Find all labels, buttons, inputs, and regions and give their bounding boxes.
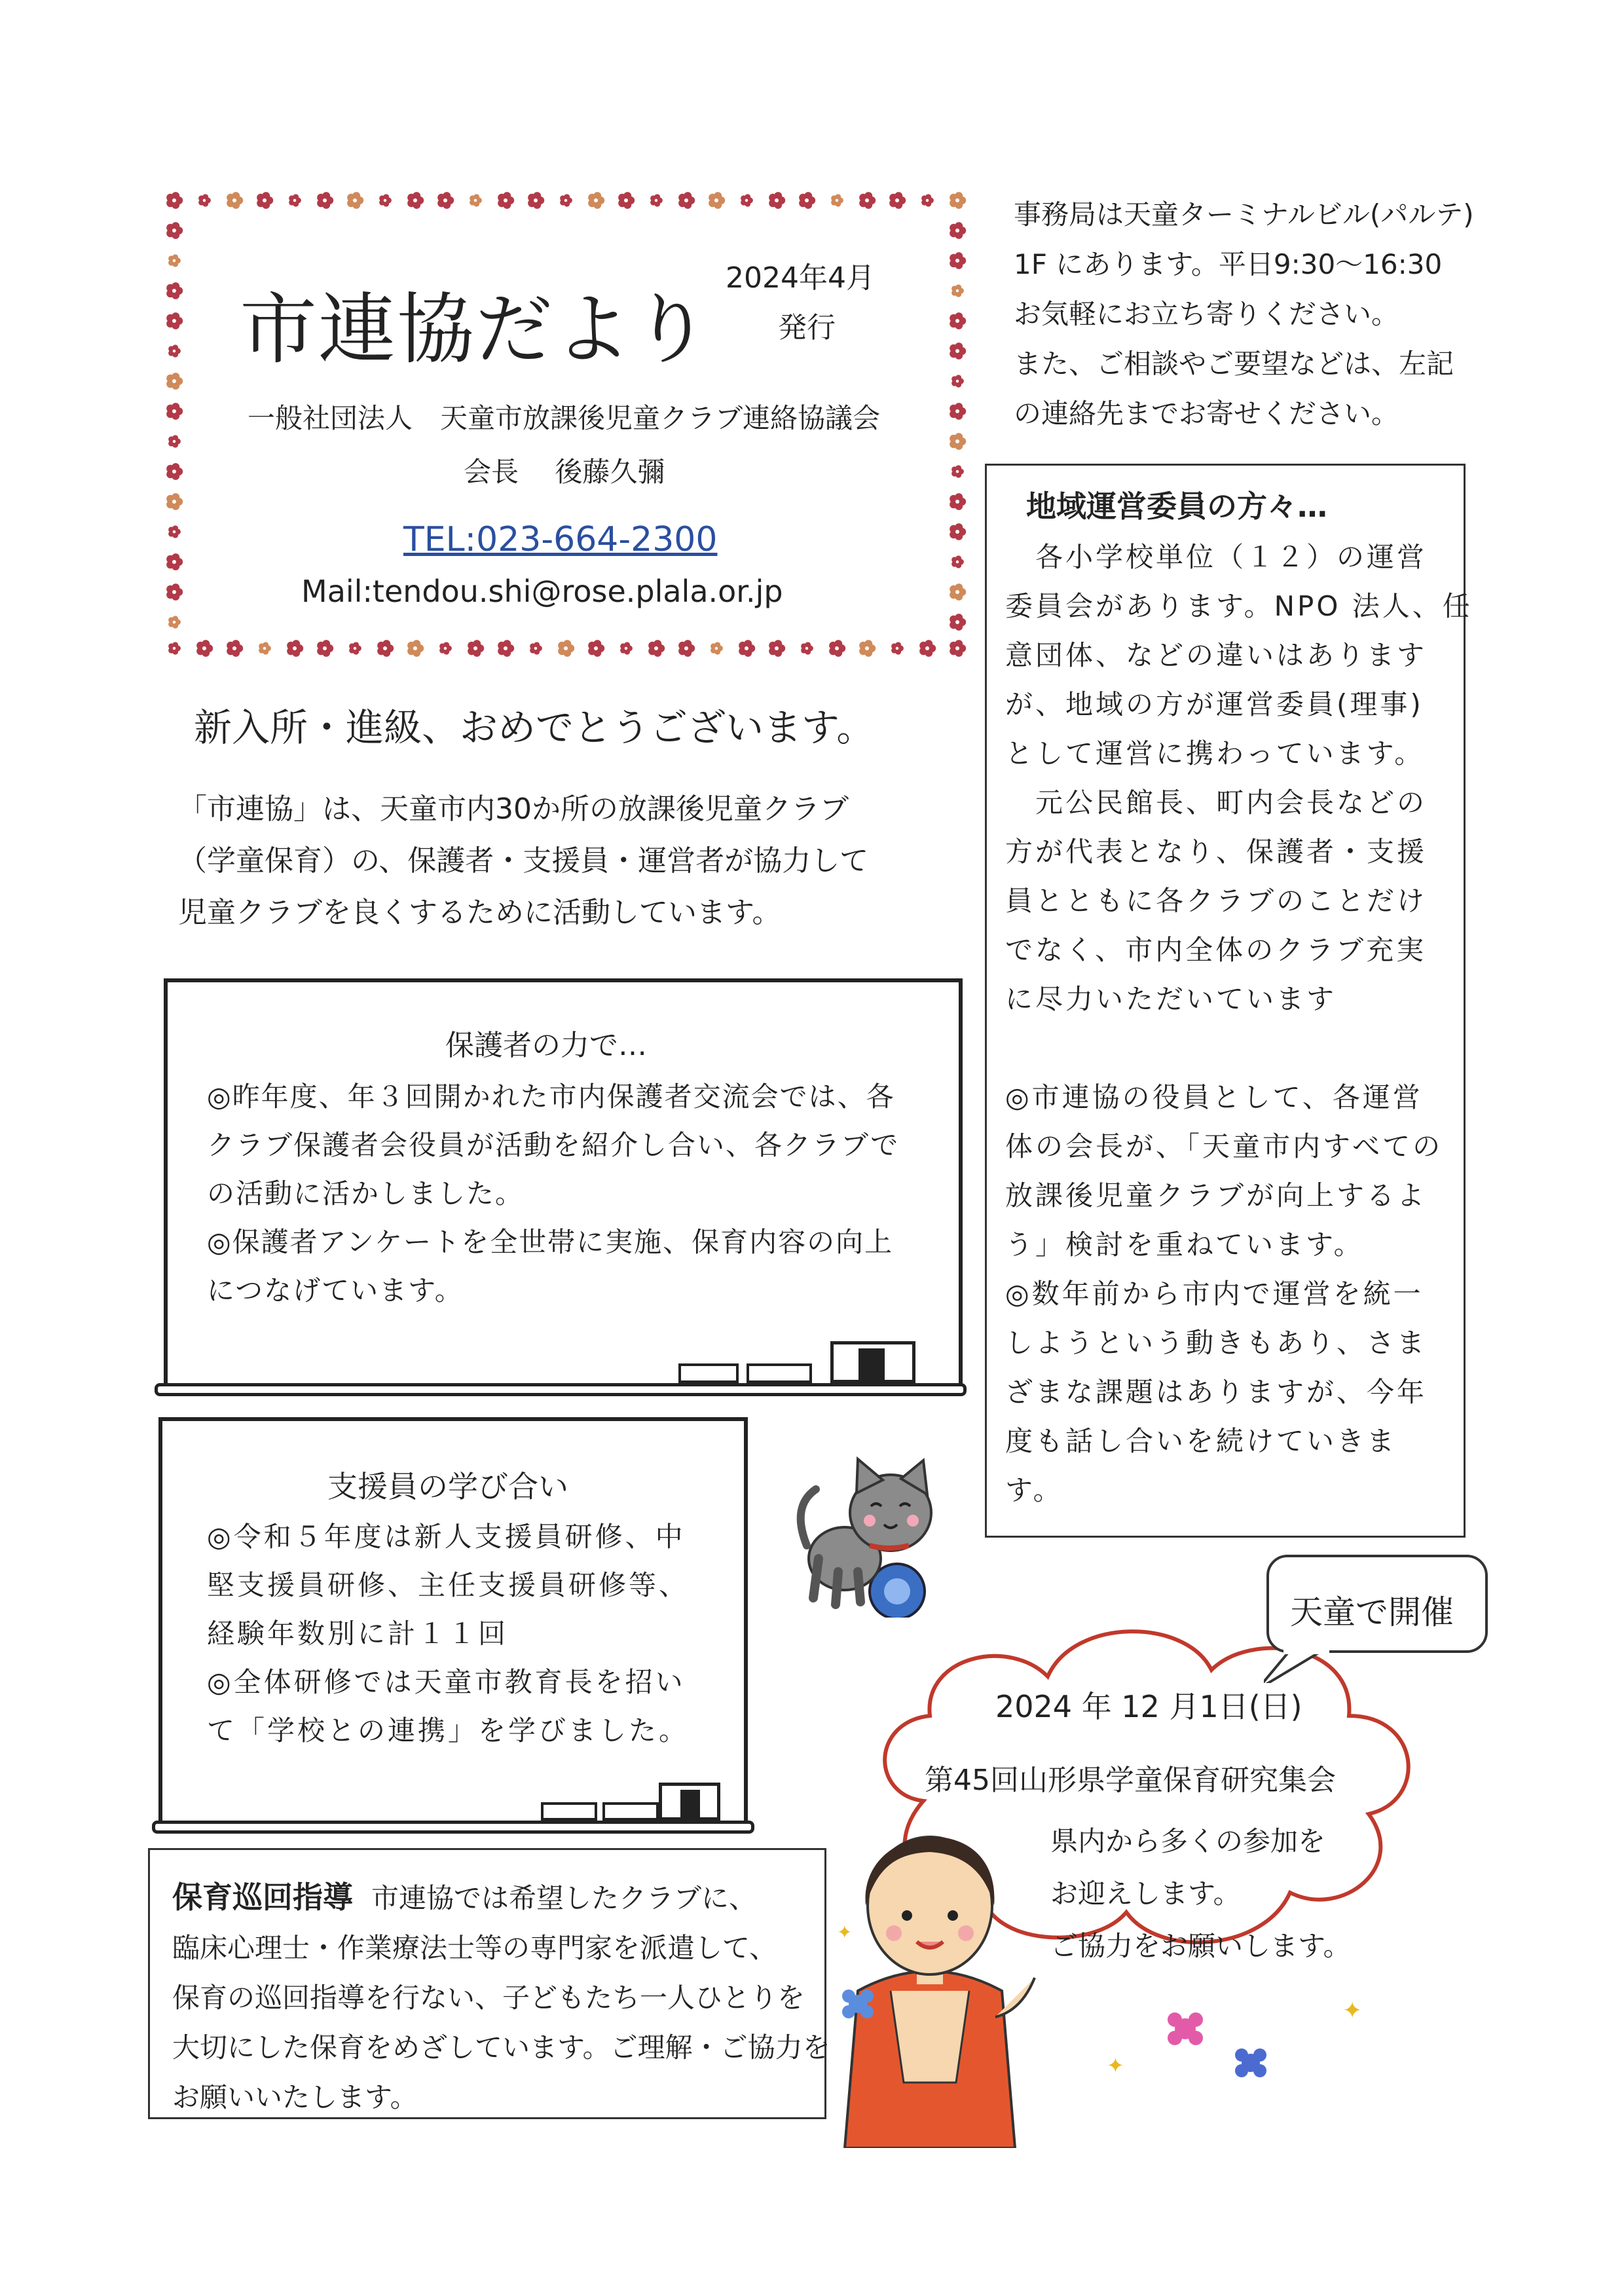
flower-icon [528, 192, 544, 209]
event-line: 県内から多くの参加を [1050, 1825, 1326, 1857]
guardian-line: につなげています。 [207, 1274, 464, 1306]
newsletter-header [162, 189, 969, 660]
issue-label: 発行 [778, 311, 836, 344]
cat-illustration [792, 1447, 963, 1618]
guardian-line: の活動に活かしました。 [207, 1177, 525, 1210]
flower-icon [227, 640, 243, 657]
email-address[interactable]: Mail:tendou.shi@rose.plala.or.jp [301, 574, 783, 609]
decorative-flowers [832, 1919, 1473, 2115]
regional-line: 放課後児童クラブが向上するよ [1005, 1179, 1428, 1212]
support-section-body [207, 1513, 689, 1755]
regional-line: として運営に携わっています。 [1005, 737, 1425, 769]
regional-line: 意団体、などの違いはあります [1005, 639, 1428, 671]
guardian-line: クラブ保護者会役員が活動を紹介し合い、各クラブで [207, 1129, 900, 1161]
visit-guidance-box [148, 1848, 830, 2119]
svg-text:✦: ✦ [1342, 1997, 1363, 2024]
flower-icon [950, 252, 966, 269]
flower-icon [498, 192, 514, 209]
flower-icon [498, 640, 514, 657]
flower-icon [678, 640, 695, 657]
regional-line: う」検討を重ねています。 [1005, 1229, 1364, 1261]
chalk-icon [541, 1802, 597, 1821]
regional-line: に尽力いただいています [1005, 983, 1337, 1015]
regional-line: 体の会長が、「天童市内すべての [1005, 1130, 1443, 1162]
flower-icon [439, 642, 452, 654]
flower-icon [950, 493, 966, 510]
event-date: 2024 年 12 月1日(日) [995, 1689, 1302, 1724]
flower-icon [407, 640, 424, 657]
flower-icon [558, 640, 574, 657]
flower-icon [801, 642, 813, 654]
newsletter-title: 市連協だより [240, 284, 712, 375]
flower-icon [951, 555, 964, 568]
eraser-icon [659, 1783, 720, 1821]
guardian-line: ◎昨年度、年３回開かれた市内保護者交流会では、各 [207, 1081, 895, 1113]
flower-icon [950, 192, 966, 209]
flower-icon [257, 192, 273, 209]
flower-icon [166, 192, 183, 209]
flower-icon [831, 194, 843, 206]
flower-icon [168, 435, 181, 447]
guardian-section-title: 保護者の力で… [445, 1029, 647, 1062]
guardian-section-body [207, 1073, 899, 1315]
flower-icon [349, 642, 361, 654]
regional-line: 委員会があります。NPO 法人、任 [1005, 590, 1473, 622]
regional-line: ◎市連協の役員として、各運営 [1005, 1081, 1423, 1113]
flower-icon [470, 194, 482, 206]
flower-icon [287, 640, 303, 657]
regional-committee-title: 地域運営委員の方々… [1026, 489, 1327, 524]
support-line: 堅支援員研修、主任支援員研修等、 [207, 1569, 690, 1601]
flower-icon [648, 640, 665, 657]
svg-text:✦: ✦ [837, 1921, 853, 1943]
flower-icon [891, 642, 904, 654]
flower-icon [168, 344, 181, 357]
flower-icon [317, 192, 333, 209]
flower-icon [166, 493, 183, 510]
office-line: の連絡先までお寄せください。 [1014, 398, 1399, 430]
flower-icon [588, 640, 604, 657]
flower-icon [769, 192, 785, 209]
flower-icon [166, 373, 183, 390]
guardian-line: ◎保護者アンケートを全世帯に実施、保育内容の向上 [207, 1226, 894, 1258]
flower-icon [259, 642, 271, 654]
flower-icon [950, 343, 966, 360]
flower-icon [951, 465, 964, 477]
regional-line: でなく、市内全体のクラブ充実 [1005, 934, 1427, 966]
regional-committee-body [1005, 532, 1473, 1515]
guardian-board-shelf [155, 1383, 967, 1396]
flower-icon [468, 640, 484, 657]
chair-name: 会長 後藤久彌 [464, 456, 665, 488]
intro-line: 児童クラブを良くするために活動しています。 [178, 896, 781, 929]
flower-icon [289, 194, 301, 206]
flower-icon [166, 403, 183, 420]
intro-paragraph [178, 783, 868, 938]
flower-icon [379, 194, 392, 206]
regional-line: 度も話し合いを続けていきま [1005, 1425, 1397, 1457]
flower-icon [951, 284, 964, 297]
visit-guidance-heading: 保育巡回指導 [172, 1879, 353, 1915]
flower-icon [168, 525, 181, 538]
issue-date: 2024年4月 [726, 261, 875, 295]
flower-icon [741, 194, 753, 206]
flower-icon [530, 642, 542, 654]
regional-line: ◎数年前から市内で運営を統一 [1005, 1278, 1424, 1310]
flower-icon [919, 640, 936, 657]
flower-icon [921, 194, 934, 206]
flower-icon [407, 192, 424, 209]
flower-icon [829, 640, 845, 657]
support-line: 経験年数別に計１１回 [207, 1618, 509, 1650]
congratulations-heading: 新入所・進級、おめでとうございます。 [194, 705, 875, 750]
regional-line: 各小学校単位（１２）の運営 [1005, 541, 1428, 573]
chalk-icon [678, 1363, 739, 1383]
support-line: ◎令和５年度は新人支援員研修、中 [207, 1521, 686, 1553]
support-line: て「学校との連携」を学びました。 [207, 1714, 690, 1747]
flower-icon [889, 192, 906, 209]
regional-line: しようという動きもあり、さま [1005, 1327, 1428, 1359]
regional-line: 元公民館長、町内会長などの [1005, 787, 1428, 819]
flower-icon [950, 433, 966, 450]
flower-icon [710, 642, 723, 654]
eraser-icon [830, 1341, 915, 1383]
flower-icon [166, 282, 183, 299]
flower-icon [950, 403, 966, 420]
flower-icon [168, 642, 181, 654]
support-line: ◎全体研修では天童市教育長を招い [207, 1666, 686, 1698]
flower-icon [198, 194, 211, 206]
office-line: 事務局は天童ターミナルビル(パルテ) [1014, 198, 1474, 231]
flower-icon [618, 192, 635, 209]
flower-icon [950, 523, 966, 540]
flower-icon [317, 640, 333, 657]
event-line: ご協力をお願いします。 [1050, 1930, 1351, 1962]
regional-line: 方が代表となり、保護者・支援 [1005, 836, 1428, 868]
regional-line: 員とともに各クラブのことだけ [1005, 885, 1428, 917]
organization-name: 一般社団法人 天童市放課後児童クラブ連絡協議会 [248, 402, 881, 434]
visit-line: お願いいたします。 [172, 2081, 418, 2113]
flower-icon [560, 194, 572, 206]
support-board-shelf [152, 1821, 754, 1834]
flower-icon [859, 640, 876, 657]
visit-line: 市連協では希望したクラブに、 [371, 1882, 757, 1914]
office-info [1014, 190, 1474, 439]
regional-committee-box [985, 464, 1473, 1538]
flower-icon [950, 640, 966, 657]
flower-icon [950, 222, 966, 239]
regional-line: ざまな課題はありますが、今年 [1005, 1376, 1428, 1408]
flower-icon [859, 192, 876, 209]
regional-line: す。 [1005, 1474, 1063, 1506]
flower-icon [168, 254, 181, 267]
regional-line [1005, 1024, 1473, 1073]
regional-line: が、地域の方が運営委員(理事) [1005, 688, 1424, 720]
flower-icon [951, 375, 964, 387]
flower-icon [377, 640, 394, 657]
svg-text:✦: ✦ [1107, 2053, 1124, 2078]
flower-icon [166, 583, 183, 601]
flower-icon [166, 312, 183, 329]
flower-icon [799, 192, 815, 209]
flower-icon [588, 192, 604, 209]
chalk-icon [747, 1363, 812, 1383]
flower-icon [168, 616, 181, 628]
office-line: また、ご相談やご要望などは、左記 [1014, 348, 1454, 380]
office-line: 1F にあります。平日9:30～16:30 [1014, 248, 1443, 280]
flower-icon [950, 614, 966, 631]
flower-icon [950, 583, 966, 601]
visit-line: 保育の巡回指導を行ない、子どもたち一人ひとりを [172, 1982, 805, 2014]
flower-icon [678, 192, 695, 209]
flower-icon [347, 192, 363, 209]
flower-icon [166, 553, 183, 570]
flower-icon [437, 192, 454, 209]
flower-icon [709, 192, 725, 209]
host-city-label: 天童で開催 [1290, 1593, 1454, 1631]
visit-line: 大切にした保育をめざしています。ご理解・ご協力を [172, 2031, 830, 2064]
event-line: お迎えします。 [1050, 1878, 1241, 1910]
flower-icon [769, 640, 785, 657]
flower-icon [227, 192, 243, 209]
office-line: お気軽にお立ち寄りください。 [1014, 298, 1399, 330]
flower-icon [739, 640, 755, 657]
flower-icon [196, 640, 213, 657]
flower-icon [650, 194, 663, 206]
visit-line: 臨床心理士・作業療法士等の専門家を派遣して、 [172, 1932, 777, 1964]
chalk-icon [602, 1802, 659, 1821]
flower-icon [166, 222, 183, 239]
visit-guidance-body [172, 1872, 830, 2122]
phone-link[interactable]: TEL:023-664-2300 [403, 520, 718, 559]
intro-line: （学童保育）の、保護者・支援員・運営者が協力して [178, 844, 869, 878]
flower-icon [950, 312, 966, 329]
support-section-title: 支援員の学び合い [327, 1469, 568, 1504]
event-name: 第45回山形県学童保育研究集会 [925, 1764, 1336, 1797]
intro-line: 「市連協」は、天童市内30か所の放課後児童クラブ [178, 792, 849, 826]
flower-icon [166, 463, 183, 480]
flower-icon [620, 642, 633, 654]
